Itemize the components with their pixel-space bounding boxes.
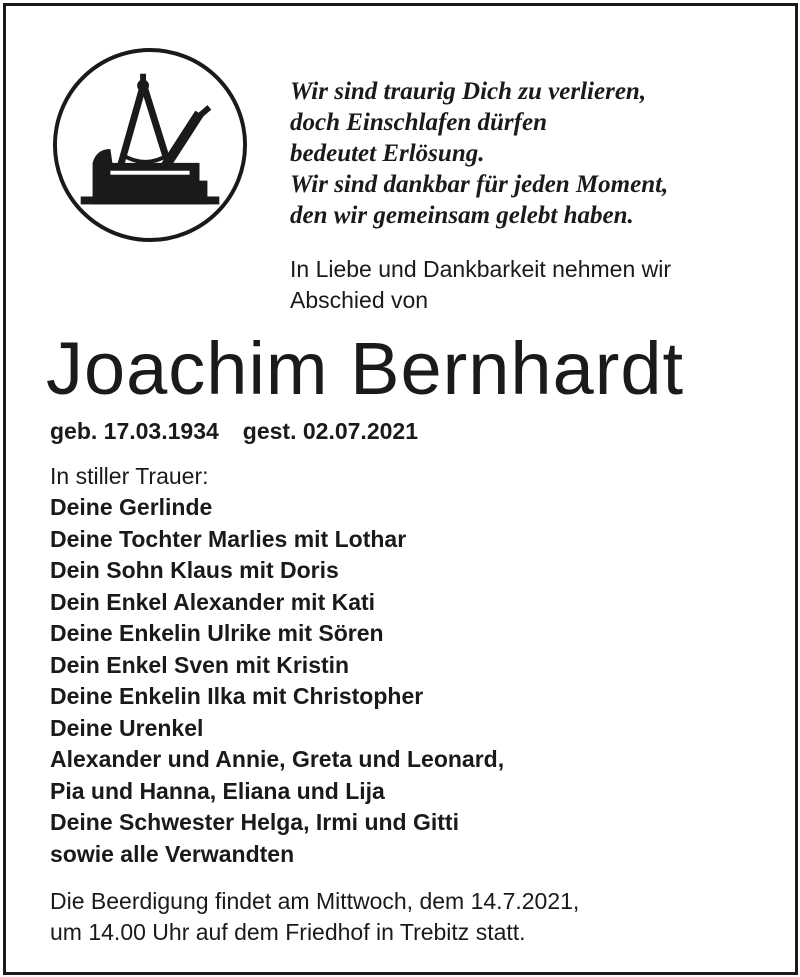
life-dates xyxy=(50,416,418,446)
obituary-card xyxy=(3,3,798,975)
plane-and-compass-icon xyxy=(51,46,249,244)
mourner-line: Dein Enkel Sven mit Kristin xyxy=(50,651,350,678)
mourner-line: Deine Urenkel xyxy=(50,714,204,741)
death-date: gest. 02.07.2021 xyxy=(242,418,418,444)
mourners-list xyxy=(50,492,504,870)
mourner-line: Alexander und Annie, Greta und Leonard, xyxy=(50,746,505,772)
mourner-line: Deine Enkelin Ilka mit Christopher xyxy=(50,683,424,709)
poem-line: den wir gemeinsam gelebt haben. xyxy=(290,202,634,229)
mourner-line: Dein Sohn Klaus mit Doris xyxy=(50,557,339,583)
mourner-line: Deine Enkelin Ulrike mit Sören xyxy=(50,620,384,646)
mourner-line: Deine Schwester Helga, Irmi und Gitti xyxy=(50,809,459,835)
poem xyxy=(290,76,668,231)
mourner-line: Deine Gerlinde xyxy=(50,494,213,520)
funeral-line: um 14.00 Uhr auf dem Friedhof in Trebitz statt. xyxy=(50,919,526,945)
mourner-line: Dein Enkel Alexander mit Kati xyxy=(50,588,376,615)
birth-date: geb. 17.03.1934 xyxy=(50,418,219,444)
mourning-intro: In stiller Trauer: xyxy=(50,463,209,489)
mourner-line: Pia und Hanna, Eliana und Lija xyxy=(50,777,385,804)
farewell-text xyxy=(290,254,671,316)
funeral-notice xyxy=(50,886,579,948)
funeral-line: Die Beerdigung findet am Mittwoch, dem 14.7.2021, xyxy=(50,888,580,914)
deceased-name: Joachim Bernhardt xyxy=(46,327,685,410)
poem-line: doch Einschlafen dürfen xyxy=(290,109,547,136)
poem-line: Wir sind dankbar für jeden Moment, xyxy=(290,171,669,198)
mourner-line: sowie alle Verwandten xyxy=(50,840,295,867)
poem-line: Wir sind traurig Dich zu verlieren, xyxy=(290,78,647,105)
farewell-line: Abschied von xyxy=(290,287,429,313)
farewell-line: In Liebe und Dankbarkeit nehmen wir xyxy=(290,256,672,282)
mourner-line: Deine Tochter Marlies mit Lothar xyxy=(50,525,407,552)
poem-line: bedeutet Erlösung. xyxy=(290,140,485,167)
